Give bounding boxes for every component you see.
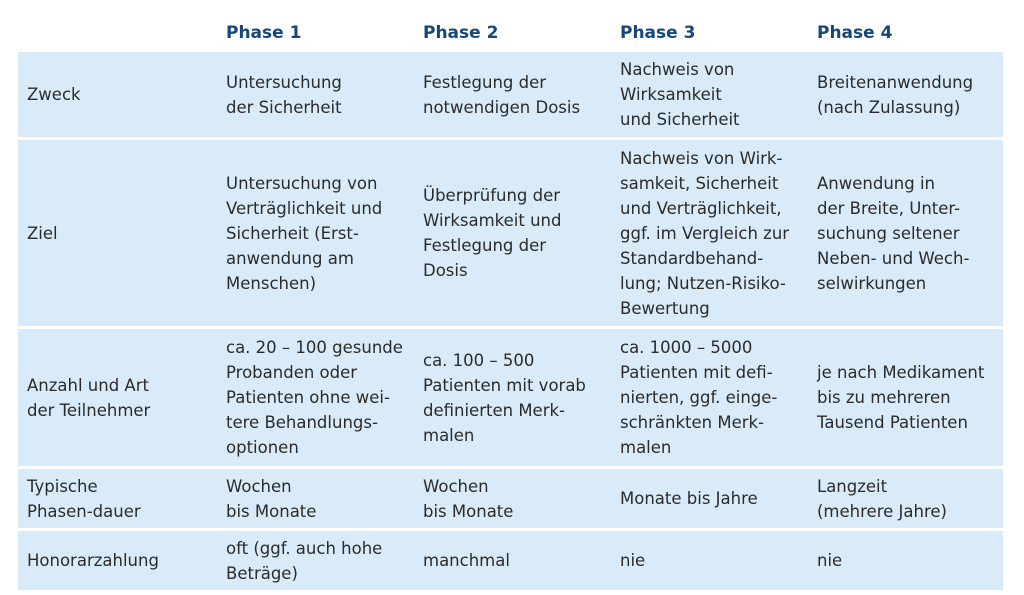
table-header-row (18, 14, 1003, 52)
row-label: Ziel (27, 223, 58, 243)
table-cell: Monate bis Jahre (620, 489, 758, 508)
table-cell: Wochen bis Monate (226, 476, 317, 521)
row-label: Anzahl und Art der Teilnehmer (27, 375, 151, 420)
table-cell: manchmal (423, 551, 510, 570)
header-phase-2: Phase 2 (423, 22, 499, 43)
table-cell: Nachweis von Wirk- samkeit, Sicherheit und Verträglichkeit, ggf. im Vergleich zur Standardbehand- lung; Nutzen-Risiko- Bewertung (620, 148, 790, 318)
table-cell: je nach Medikament bis zu mehreren Tausend Patienten (817, 363, 985, 432)
row-label: Zweck (27, 85, 81, 104)
table-cell: nie (817, 551, 843, 570)
table-cell: Nachweis von Wirksamkeit und Sicherheit (620, 60, 740, 129)
table-cell: Langzeit (mehrere Jahre) (817, 476, 947, 521)
table-row-phasendauer (18, 469, 1003, 528)
table-cell: nie (620, 551, 646, 570)
header-phase-3: Phase 3 (620, 22, 696, 43)
table-cell: ca. 20 – 100 gesunde Probanden oder Patienten ohne wei- tere Behandlungs- optionen (226, 338, 403, 457)
row-label: Typische Phasen-dauer (27, 476, 141, 521)
table-cell: oft (ggf. auch hohe Beträge) (226, 538, 383, 583)
table-cell: Anwendung in der Breite, Unter- suchung seltener Neben- und Wech- selwirkungen (817, 173, 970, 293)
phases-table (18, 14, 1003, 590)
header-empty (27, 14, 222, 52)
table-cell: ca. 1000 – 5000 Patienten mit defi- nierten, ggf. einge- schränkten Merk- malen (620, 338, 778, 457)
table-cell: ca. 100 – 500 Patienten mit vorab definierten Merk- malen (423, 350, 586, 445)
table-cell: Untersuchung von Verträglichkeit und Sicherheit (Erst- anwendung am Menschen) (226, 173, 383, 293)
table-cell: Untersuchung der Sicherheit (226, 72, 342, 117)
table-cell: Überprüfung der Wirksamkeit und Festlegung der Dosis (423, 186, 562, 280)
table-cell: Wochen bis Monate (423, 476, 514, 521)
table-row-teilnehmer (18, 329, 1003, 466)
table-row-honorarzahlung (18, 531, 1003, 590)
table-cell: Festlegung der notwendigen Dosis (423, 72, 581, 117)
table-cell: Breitenanwendung (nach Zulassung) (817, 72, 974, 117)
table-row-zweck (18, 52, 1003, 137)
header-phase-1: Phase 1 (226, 22, 302, 43)
row-label: Honorarzahlung (27, 551, 159, 570)
header-phase-4: Phase 4 (817, 22, 893, 43)
table-row-ziel (18, 140, 1003, 326)
